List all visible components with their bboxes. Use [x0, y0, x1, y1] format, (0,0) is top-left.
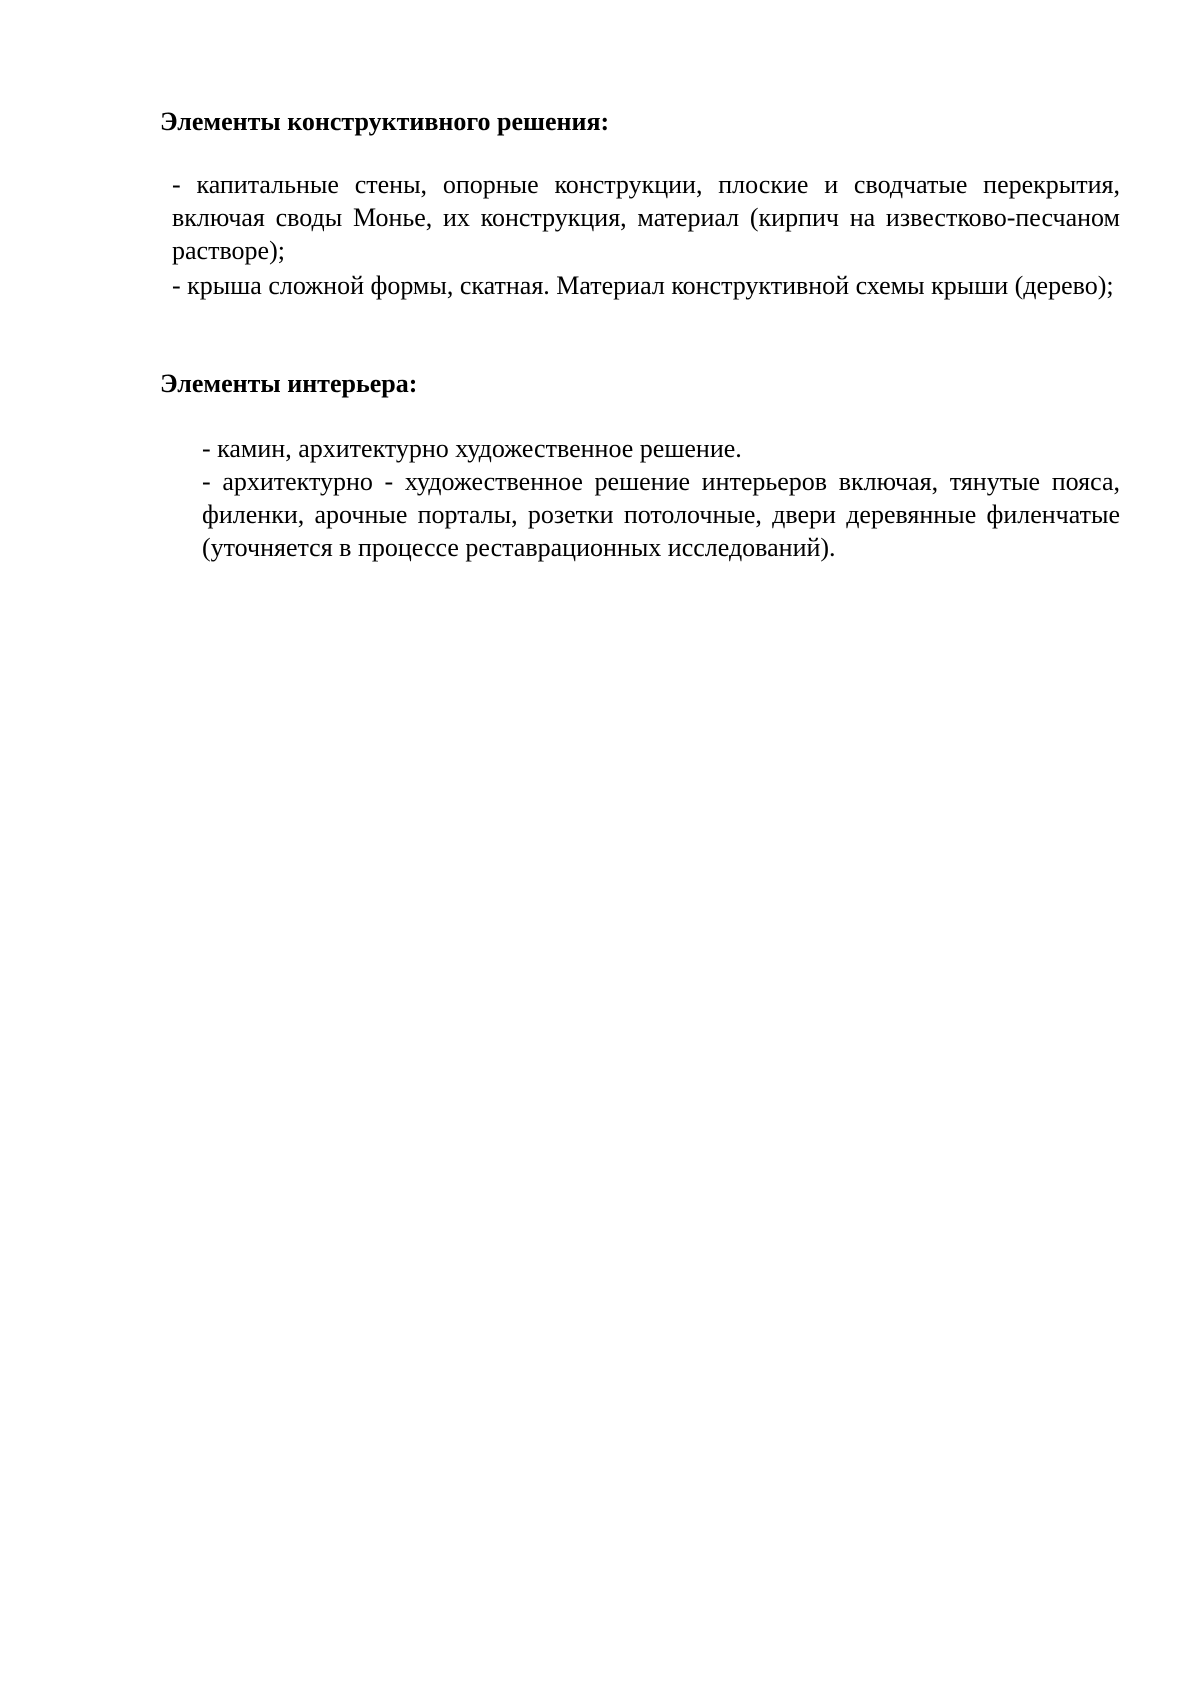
list-item: - архитектурно - художественное решение интерьеров включая, тянутые пояса, филенки, арочные порталы, розетки потолочные, двери деревянные филенчатые (уточняется в процессе реставрационных исследований). — [202, 467, 1120, 562]
section-heading-construction: Элементы конструктивного решения: — [160, 107, 610, 136]
list-item: - камин, архитектурно художественное решение. — [202, 434, 742, 463]
section-heading-interior: Элементы интерьера: — [160, 369, 418, 398]
list-item: - крыша сложной формы, скатная. Материал конструктивной схемы крыши (дерево); — [172, 271, 1114, 300]
list-item: - капитальные стены, опорные конструкции, плоские и сводчатые перекрытия, включая своды Монье, их конструкция, материал (кирпич на известково-песчаном растворе); — [172, 170, 1120, 265]
